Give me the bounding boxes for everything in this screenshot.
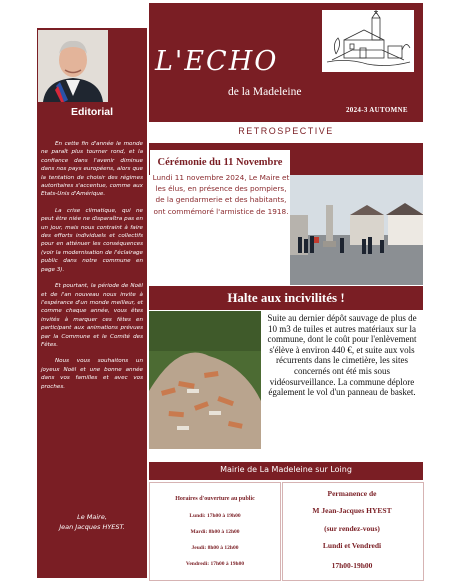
ceremony-text: Lundi 11 novembre 2024, Le Maire et les élus, en présence des pompiers, de la gendarmerie et des habitants, ont commémoré l'armistice de 1918. <box>152 173 290 216</box>
editorial-paragraph: La crise climatique, qui ne peut être niée ne disparaîtra pas en un jour, mais nous contraint à faire des efforts individuels et collectifs pour en atténuer les conséquences (voir la modernisation de l'éclairage public dans notre commune en page 3). <box>41 207 143 273</box>
newsletter-title: L'ECHO <box>155 46 279 77</box>
mayor-portrait <box>38 30 108 102</box>
newsletter-subtitle: de la Madeleine <box>228 86 302 98</box>
opening-hours-row: Mardi: 8h00 à 12h00 <box>190 529 240 535</box>
signature-name: Jean Jacques HYEST. <box>59 523 125 531</box>
permanence-hours: 17h00-19h00 <box>331 561 373 570</box>
editorial-paragraph: En cette fin d'année le monde ne paraît plus tourner rond, et la confiance dans l'avenir diminue dans nos pays européens, alors que la tentation de choisir des régimes autoritaires s'accentue, comme aux Etats-Unis d'Amérique. <box>41 141 143 198</box>
editorial-body <box>41 140 143 399</box>
permanence-days: Lundi et Vendredi <box>322 541 382 550</box>
permanence-name: M Jean-Jacques HYEST <box>312 506 392 515</box>
church-drawing-icon <box>322 10 414 72</box>
permanence-title: Permanence de <box>327 489 377 498</box>
edition-label: 2024-3 AUTOMNE <box>346 106 408 114</box>
opening-hours-row: Jeudi: 8h00 à 12h00 <box>191 545 239 551</box>
editorial-title: Editorial <box>70 106 113 118</box>
opening-hours-title: Horaires d'ouverture au public <box>175 496 255 502</box>
dumping-photo <box>149 311 261 449</box>
editorial-paragraph: Et pourtant, la période de Noël et de l'an nouveau nous invite à l'espérance d'un monde meilleur, et comme chaque année, vous êtes invités à marquer ces fêtes en participant aux animations prévues par la Commune et le Comité des Fêtes. <box>41 283 143 348</box>
ceremony-photo <box>290 175 423 285</box>
ceremony-title: Cérémonie du 11 Novembre <box>157 157 283 168</box>
editorial-paragraph: Nous vous souhaitons un joyeux Noël et une bonne année dans vos familles et avec vos proches. <box>41 358 143 390</box>
retrospective-label: RETROSPECTIVE <box>238 126 334 136</box>
incivilites-title: Halte aux incivilités ! <box>227 290 345 305</box>
signature <box>37 512 147 532</box>
opening-hours-row: Vendredi: 17h00 à 19h00 <box>185 561 245 567</box>
mairie-title: Mairie de La Madeleine sur Loing <box>220 465 352 474</box>
opening-hours-row: Lundi: 17h00 à 19h00 <box>189 513 241 519</box>
permanence-note: (sur rendez-vous) <box>324 524 380 533</box>
signature-title: Le Maire, <box>77 513 107 521</box>
ceremony-panel <box>150 150 290 285</box>
incivilites-text: Suite au dernier dépôt sauvage de plus de 10 m3 de tuiles et autres matériaux sur la commune, dont le coût pour l'enlèvement s'élève à environ 440 €, et suite aux vols récurrents dans le cimetière, les sites concernés ont été mis sous vidéosurveillance. La commune déplore également le vol d'un panneau de basket. <box>267 313 417 398</box>
